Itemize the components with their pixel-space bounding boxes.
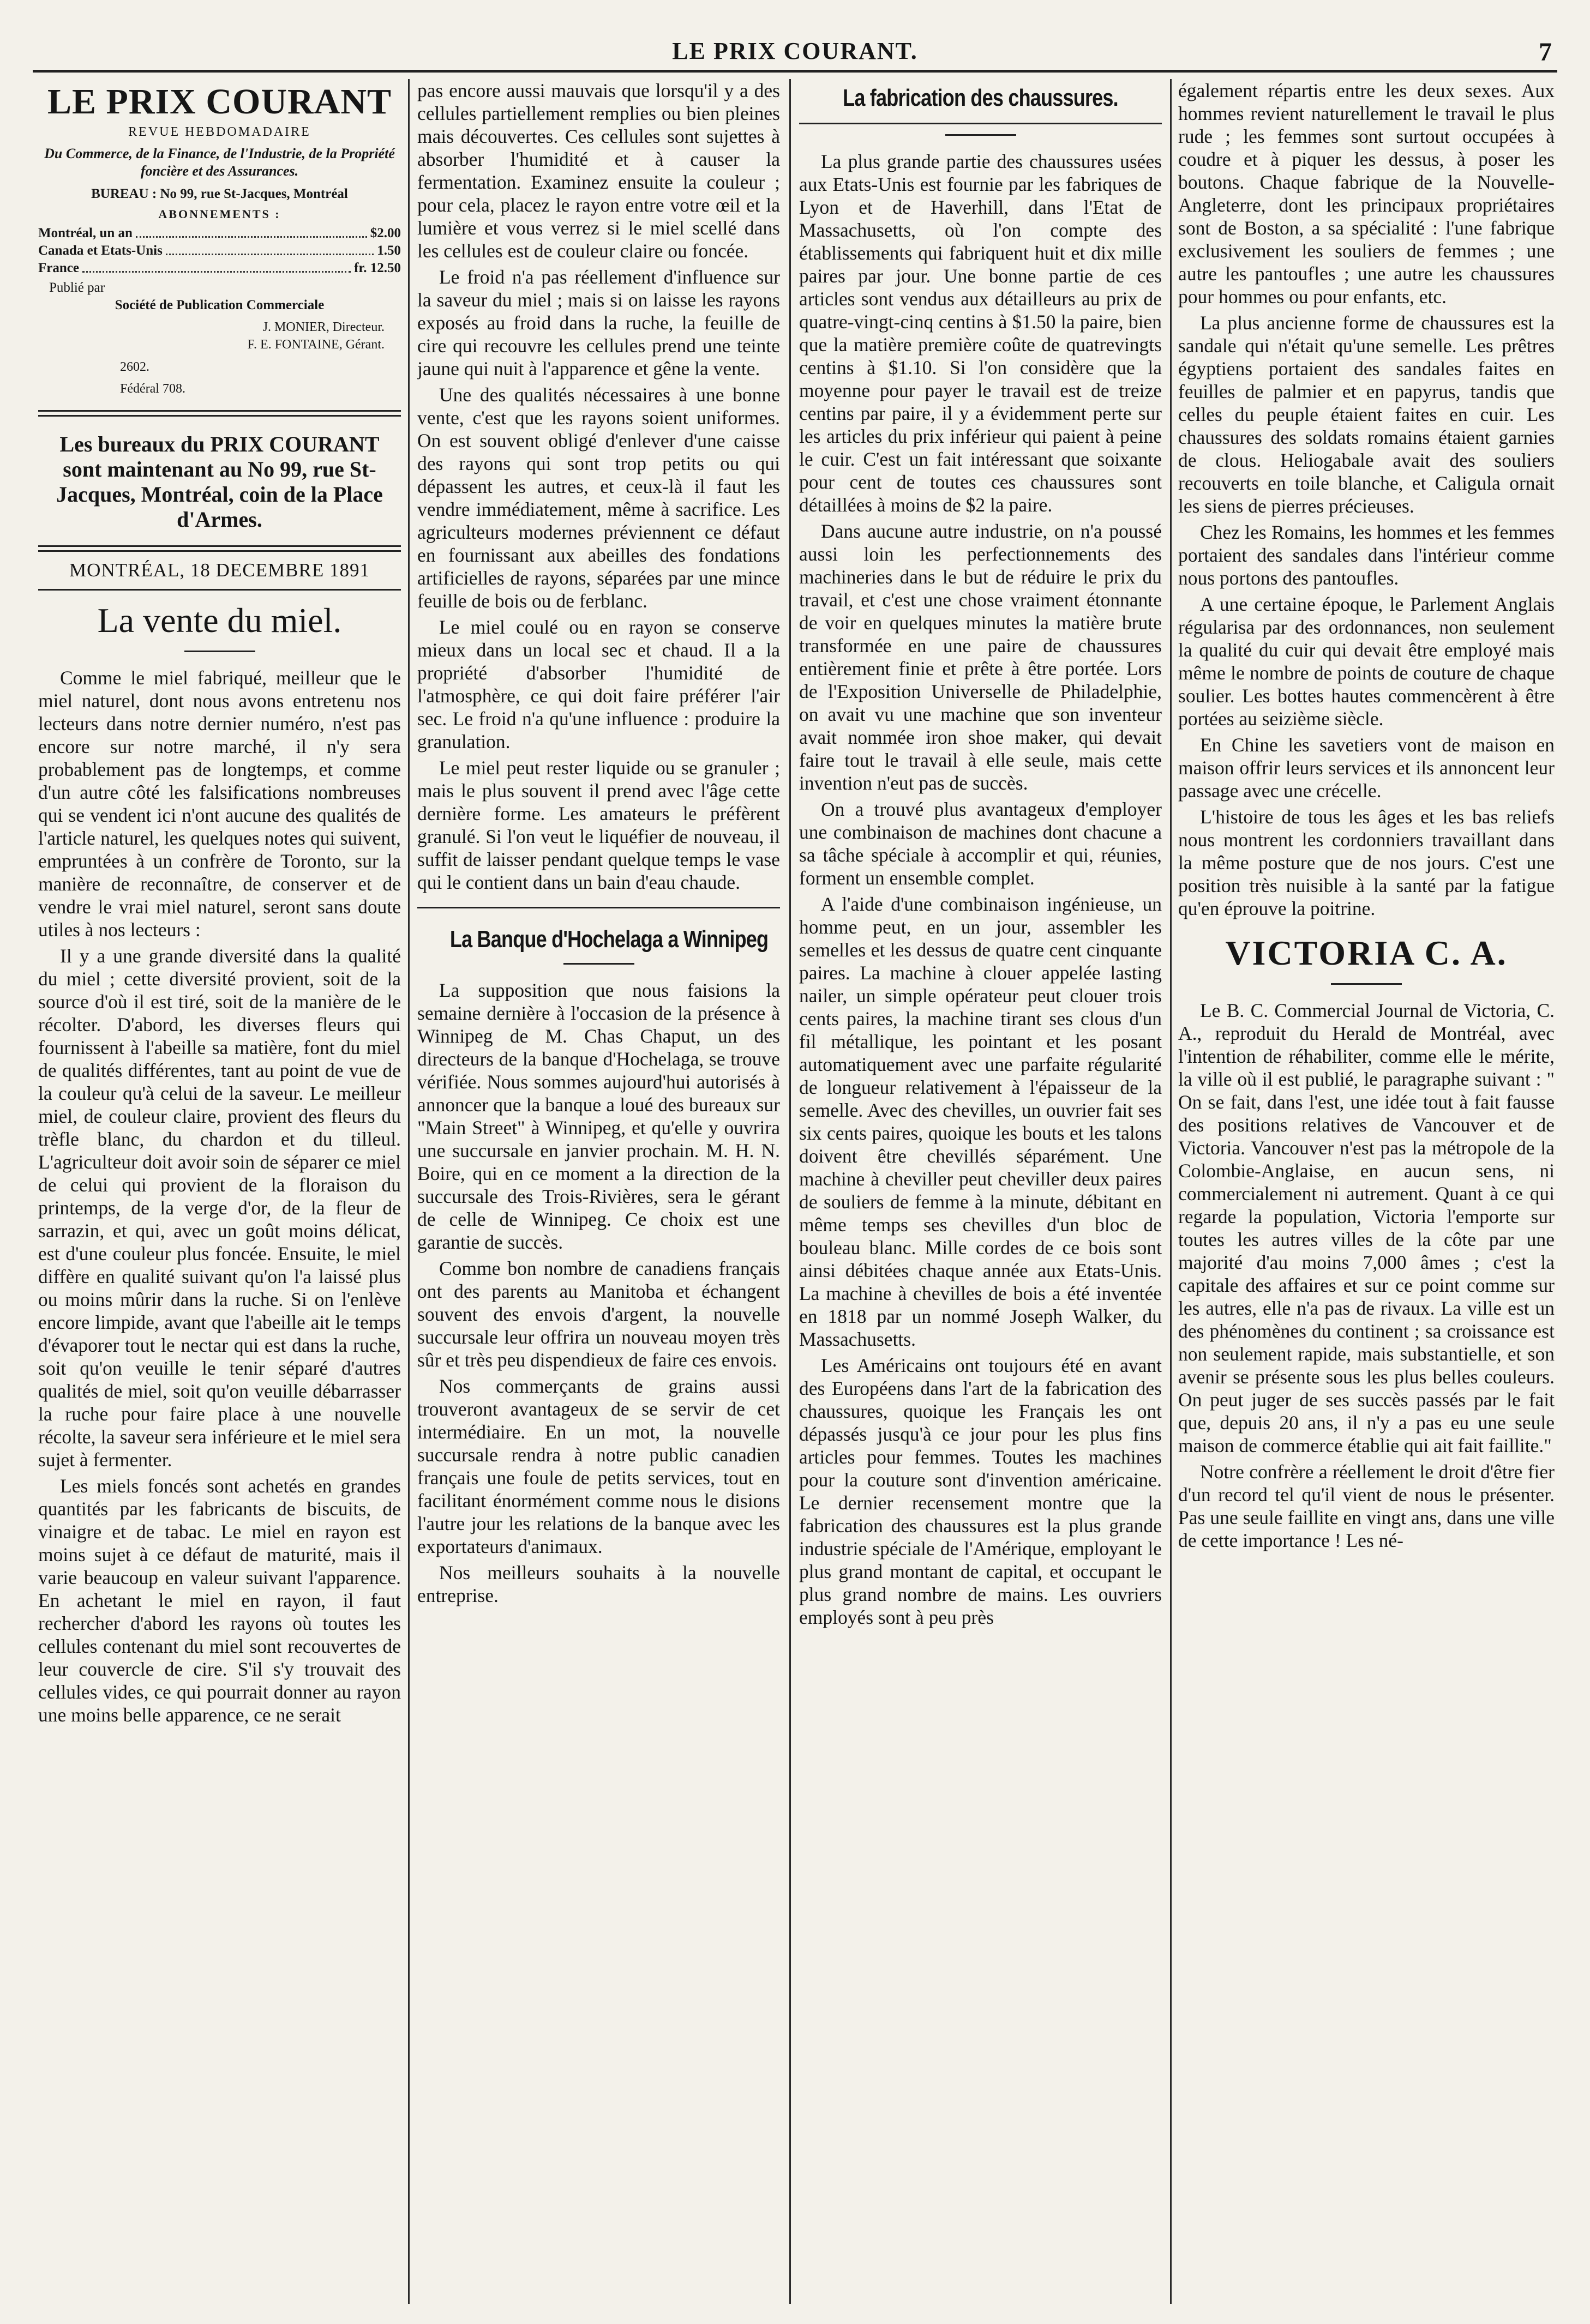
article-paragraph: L'histoire de tous les âges et les bas reliefs nous montrent les cordonniers travaillant dans la même posture que de nos jours. C'est une position très nuisible à la santé par la fatigue qu'en éprouve la poitrine. [1178,806,1555,919]
article-paragraph: Notre confrère a réellement le droit d'être fier d'un record tel qu'il vient de nous le présenter. Pas une seule faillite en vingt ans, dans une ville de cette importance ! Les né- [1178,1461,1555,1551]
hochelaga-section [417,907,780,1607]
article-paragraph: Nos meilleurs souhaits à la nouvelle entreprise. [417,1562,780,1606]
headline-rule [1331,983,1402,985]
subscription-list [38,225,401,277]
page-number: 7 [1539,38,1552,67]
staff-manager: F. E. FONTAINE, Gérant. [247,338,385,352]
headline-rule [945,134,1016,136]
column-rule [789,79,791,2304]
article-paragraph: La plus grande partie des chaussures usées aux Etats-Unis est fournie par les fabriques de Lyon et de Haverhill, dans l'Etat de Massachusetts, où l'on compte des établissements qui fabriquent huit et dix mille paires par jour. Une bonne partie de ces articles sont vendus aux détailleurs au prix de quatre-vingt-cinq centins à $1.50 la paire, bien que la matière première coûte de quatrevingts centins à $1.10. Si l'on considère que la moyenne pour payer le travail est de treize centins par paire, il y a évidemment perte sur les articles du prix inférieur qui paient à peine le cuir. C'est un fait intéressant que soixante pour cent de toutes ces chaussures sont détaillées à moins de $2 la paire. [799,150,1162,516]
article-paragraph: Comme bon nombre de canadiens français ont des parents au Manitoba et échangent souvent des envois d'argent, la nouvelle succursale leur offrira un nouveau moyen très sûr et très peu dispendieux de faire ces envois. [417,1257,780,1371]
subscriptions-label: ABONNEMENTS : [158,207,281,221]
article-paragraph: Le miel coulé ou en rayon se conserve mieux dans un local sec et chaud. Il a la propriété d'absorber l'humidité de l'atmosphère, ce qui doit faire préférer l'air sec. Le froid n'a qu'une influence : produire la granulation. [417,616,780,752]
article-paragraph: La plus ancienne forme de chaussures est la sandale qui n'était qu'une semelle. Les prêtres égyptiens portaient des sandales faites en feuilles de palmier et en papyrus, tandis que celles du peuple étaient faites en cuir. Les chaussures des soldats romains étaient garnies de clous. Heliogabale avait des souliers recouverts en toile blanche, et Caligula ornait les siens de pierres précieuses. [1178,312,1555,517]
chaussures-heading-box [799,85,1162,124]
headline-miel: La vente du miel. [97,601,342,640]
article-paragraph: A l'aide d'une combinaison ingénieuse, un homme peut, en un jour, assembler les semelles et les dessus de quatre cent cinquante paires. La machine à clouer appelée lasting nailer, un simple opérateur peut clouer trois cents paires, la machine tirant ses clous d'un fil métallique, les pointant et les posant automatiquement avec une parfaite régularité de longueur relativement à l'épaisseur de la semelle. Avec des chevilles, un ouvrier fait ses six cents paires, quoique les bouts et les talons doivent être chevillés séparément. Une machine à cheviller peut cheviller deux paires de souliers de femme à la minute, débitant en même temps ses chevilles d'un bloc de bouleau blanc. Mille cordes de ce bois sont ainsi débitées chaque année aux Etats-Unis. La machine à chevilles de bois a été inventée en 1818 par un nommé Joseph Walker, du Massachusetts. [799,893,1162,1350]
dateline-rule [38,589,401,591]
running-title: LE PRIX COURANT. [672,38,918,64]
header-rule [33,70,1557,73]
subscription-row: France fr. 12.50 [38,261,401,275]
masthead [38,81,401,591]
article-paragraph: Chez les Romains, les hommes et les femmes portaient des sandales dans l'intérieur comme nous portons des pantoufles. [1178,521,1555,589]
masthead-rule [38,410,401,417]
article-paragraph: En Chine les savetiers vont de maison en maison offrir leurs services et ils annoncent leur passage avec une crécelle. [1178,734,1555,802]
dateline: MONTRÉAL, 18 DECEMBRE 1891 [69,559,370,581]
article-paragraph: Une des qualités nécessaires à une bonne vente, c'est que les rayons soient uniformes. On est souvent obligé d'enlever d'une caisse des rayons qui sont trop petits ou qui dépassent les autres, et ceux-là il faut les vendre immédiatement, même à sacrifice. Les agriculteurs modernes préviennent ce défaut en fournissant aux abeilles des fondations artificielles de rayons, séparées par une mince feuille de bois ou de ferblanc. [417,384,780,612]
subscription-row: Montréal, un an $2.00 [38,226,401,240]
headline-rule [563,963,634,965]
column-rule [1170,79,1172,2304]
headline-rule [184,651,255,652]
article-paragraph: Il y a une grande diversité dans la qualité du miel ; cette diversité provient, soit de la source d'où il est tiré, soit de la manière de le récolter. D'abord, les diverses fleurs qui fournissent à l'abeille sa matière, font du miel de qualités différentes, tant au point de vue de la couleur qu'à celui de la saveur. Le meilleur miel, de couleur claire, provient des fleurs du trèfle blanc, du chardon et du tilleul. L'agriculteur doit avoir soin de séparer ce miel de celui qui provient de la floraison du printemps, de la verge d'or, de la fleur de sarrazin, et qui, avec un goût moins délicat, est d'une couleur plus foncée. Ensuite, le miel diffère en qualité suivant qu'on l'a laissé plus ou moins mûrir dans la ruche. Si on l'enlève encore limpide, avant que l'abeille ait le temps d'évaporer tout le nectar qui est dans la ruche, soit qu'on veuille le tenir séparé d'autres qualités de miel, soit qu'on veuille débarrasser la ruche pour faire place à une nouvelle récolte, la saveur sera inférieure et le miel sera sujet à fermenter. [38,945,401,1471]
article-paragraph: Les miels foncés sont achetés en grandes quantités par les fabricants de biscuits, de vinaigre et de tabac. Le miel en rayon est moins sujet à ce défaut de maturité, mais il varie beaucoup en valeur suivant l'apparence. En achetant le miel en rayon, il faut rechercher d'abord les rayons où toutes les cellules contenant du miel sont recouvertes de leur couvercle de cire. S'il s'y trouvait des cellules vides, ce qui pourrait donner au rayon une moins belle apparence, ce ne serait [38,1475,401,1726]
article-paragraph: Dans aucune autre industrie, on n'a poussé aussi loin les perfectionnements des machineries dans le but de réduire le prix du travail, et c'est une chose vraiment étonnante de voir en quelques minutes la matière brute transformée en une paire de chaussures entièrement finie et prête à être portée. Lors de l'Exposition Universelle de Philadelphie, on avait vu une machine que son inventeur avait nommée iron shoe maker, qui devait faire tout le travail à elle seule, mais cette invention n'eut pas de succès. [799,520,1162,794]
masthead-title: LE PRIX COURANT [47,82,392,122]
headline-chaussures: La fabrication des chaussures. [843,85,1118,111]
office-notice: Les bureaux du PRIX COURANT sont maintenant au No 99, rue St-Jacques, Montréal, coin de la Place d'Armes. [56,432,383,532]
article-paragraph: Comme le miel fabriqué, meilleur que le miel naturel, dont nous avons entretenu nos lecteurs dans notre dernier numéro, n'est pas encore sur notre marché, il n'y sera probablement pas de longtemps, et comme d'un autre côté les falsifications nombreuses qui se vendent ici n'ont aucune des qualités de l'article naturel, les quelques notes qui suivent, empruntées à un confrère de Toronto, sur la manière de reconnaître, de conserver et de vendre le vrai miel naturel, seront sans doute utiles à nos lecteurs : [38,667,401,941]
column-4 [1178,79,1555,2309]
article-paragraph: A une certaine époque, le Parlement Anglais régularisa par des ordonnances, non seulement la qualité du cuir qui devait être employé mais même le nombre de points de couture de chaque soulier. Les bottes hautes commencèrent à être portées au seizième siècle. [1178,593,1555,730]
article-paragraph: pas encore aussi mauvais que lorsqu'il y a des cellules partiellement remplies ou bien pleines mais découvertes. Ces cellules sont sujettes à absorber l'humidité et à causer la fermentation. Examinez ensuite la couleur ; pour cela, placez le rayon entre votre œil et la lumière et vous verrez si le miel scellé dans les cellules est de couleur claire ou foncée. [417,80,780,262]
staff-director: J. MONIER, Directeur. [262,320,385,334]
article-paragraph: Les Américains ont toujours été en avant des Européens dans l'art de la fabrication des chaussures, quoique les Français les ont dépassés jusqu'à ce jour pour les plus fins articles pour femmes. Toutes les machines pour la couture sont d'invention américaine. Le dernier recensement montre que la fabrication des chaussures est la plus grande industrie spéciale de l'Amérique, employant le plus grand montant de capital, et occupant le plus grand nombre de mains. Les ouvriers employés sont à peu près [799,1354,1162,1628]
masthead-subtitle: REVUE HEBDOMADAIRE [128,125,311,139]
article-paragraph: Le B. C. Commercial Journal de Victoria, C. A., reproduit du Herald de Montréal, avec l'intention de réhabiliter, comme elle le mérite, la ville où il est publié, le paragraphe suivant : " On se fait, dans l'est, une idée tout à fait fausse des positions relatives de Vancouver et de Victoria. Vancouver n'est pas la métropole de la Colombie-Anglaise, en aucun sens, ni commercialement ni autrement. Quant à ce qui regarde la population, Victoria l'emporte sur toutes les autres villes de la côte par une majorité d'au moins 7,000 âmes ; c'est la capitale des affaires et sur ce point comme sur les autres, elle n'a pas de rivaux. La ville est un des phénomènes du continent ; sa croissance est non seulement rapide, mais substantielle, et son avenir se présente sous les plus belles couleurs. On peut juger de ses succès passés par le fait que, depuis 20 ans, il n'y a pas eu une seule maison de commerce établie qui ait fait faillite." [1178,1000,1555,1456]
masthead-description: Du Commerce, de la Finance, de l'Industrie, de la Propriété foncière et des Assurances. [44,146,395,179]
column-1 [38,79,401,2309]
subscription-row: Canada et Etats-Unis 1.50 [38,243,401,258]
article-paragraph: Nos commerçants de grains aussi trouveront avantageux de se servir de cet intermédiaire. En un mot, la nouvelle succursale rendra à notre public canadien français une foule de petits services, tout en facilitant énormément comme nous le disions l'autre jour les relations de la banque avec les exportateurs d'animaux. [417,1375,780,1557]
article-paragraph: Le miel peut rester liquide ou se granuler ; mais le plus souvent il prend avec l'âge cette dernière forme. Les amateurs le préfèrent granulé. Si l'on veut le liquéfier de nouveau, il suffit de laisser pendant quelque temps le vase qui le contient dans un bain d'eau chaude. [417,757,780,893]
article-paragraph: On a trouvé plus avantageux d'employer une combinaison de machines dont chacune a sa tâche spéciale à accomplir et qui, réunies, forment un ensemble complet. [799,798,1162,889]
dateline-rule [38,545,401,552]
published-by: Publié par [49,280,105,295]
running-header [33,33,1557,65]
telephone-line: 2602. [120,360,149,374]
telephone-line: Fédéral 708. [120,382,185,396]
publisher-name: Société de Publication Commerciale [115,298,325,312]
headline-victoria: VICTORIA C. A. [1225,934,1508,972]
article-paragraph: La supposition que nous faisions la semaine dernière à l'occasion de la présence à Winnipeg de M. Chas Chaput, un des directeurs de la banque d'Hochelaga, se trouve vérifiée. Nous sommes aujourd'hui autorisés à annoncer que la banque a loué des bureaux sur "Main Street" à Winnipeg, et qu'elle y ouvrira une succursale en janvier prochain. M. H. N. Boire, qui en ce moment a la direction de la succursale des Trois-Rivières, sera le gérant de celle de Winnipeg. Ce choix est une garantie de succès. [417,979,780,1253]
article-paragraph: Le froid n'a pas réellement d'influence sur la saveur du miel ; mais si on laisse les rayons exposés au froid dans la ruche, la feuille de cire qui recouvre les cellules prend une teinte jaune qui nuit à l'apparence et gêne la vente. [417,266,780,380]
column-2 [417,79,780,2309]
article-paragraph: également répartis entre les deux sexes. Aux hommes revient naturellement le travail le plus rude ; les femmes sont surtout occupées à coudre et à piquer les dessus, à poser les boutons. Chaque fabrique de la Nouvelle-Angleterre, dont les principaux propriétaires sont de Boston, a sa spécialité : l'une fabrique exclusivement les souliers de femmes ; une autre les pantoufles ; une autre les chaussures pour hommes ou pour enfants, etc. [1178,80,1555,308]
headline-hochelaga: La Banque d'Hochelaga a Winnipeg [449,926,769,953]
masthead-bureau: BUREAU : No 99, rue St-Jacques, Montréal [91,186,348,201]
column-3 [799,79,1162,2309]
column-rule [408,79,410,2304]
